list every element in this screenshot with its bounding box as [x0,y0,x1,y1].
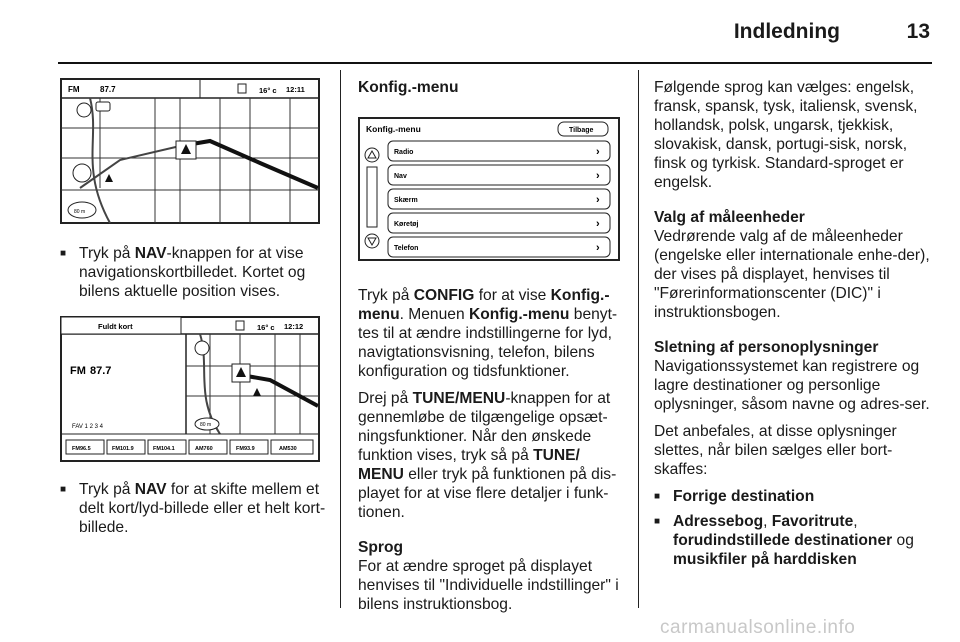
bullet-nav-toggle: ■ Tryk på NAV for at skifte mellem et delt kort/lyd-billede eller et helt kort-billede. [60,481,326,536]
fm-frequency: 87.7 [100,85,116,94]
menu-item-vehicle[interactable] [388,213,610,233]
section-heading-delete: Sletning af personoplysninger [654,339,879,356]
nav-menu-icon [73,164,91,182]
scrollbar[interactable] [367,167,377,227]
temperature: 16° c [257,323,275,332]
menu-item-display[interactable] [388,189,610,209]
bullet-marker: ■ [654,491,661,502]
svg-text:FM101.9: FM101.9 [112,446,134,452]
split-map-screenshot [60,316,320,462]
config-paragraph: Tryk på CONFIG for at vise Konfig.-menu. Menuen Konfig.-menu benyt-tes til at ændre indstillingerne for lyd, navigtationsvisning, telefon, bilens konfiguration og tidsfunktioner. [358,287,618,380]
chevron-right-icon: › [596,242,600,254]
bullet-marker: ■ [60,248,67,259]
section-heading-language: Sprog [358,539,404,556]
languages-paragraph: Følgende sprog kan vælges: engelsk, fransk, spansk, tysk, italiensk, svensk, hollandsk, polsk, ungarsk, tjekkisk, slovakisk, dansk, portugi-sisk, norsk, finsk og tyrkisk. Standard-sproget er engelsk. [654,79,918,191]
nav-map-screenshot [60,78,320,224]
svg-text:AM530: AM530 [279,446,297,452]
menu-item-phone[interactable] [388,237,610,257]
svg-text:AM760: AM760 [195,446,213,452]
column-divider-2 [638,70,639,608]
nav-key: NAV [134,245,167,262]
bullet-address-book: ■ Adressebog, Favoritrute, forudindstillede destinationer og musikfiler på harddisken [654,513,914,568]
column-3 [654,78,930,569]
map-scale-label: 80 m [74,209,86,215]
clock: 12:11 [286,85,305,94]
language-paragraph: For at ændre sproget på displayet henvises til "Individuelle indstillinger" i bilens instruktionsbog. [358,558,619,613]
menu-item-nav[interactable] [388,165,610,185]
chapter-title: Indledning [733,20,840,43]
section-heading-units: Valg af måleenheder [654,209,805,226]
menu-item-radio[interactable] [388,141,610,161]
chevron-right-icon: › [596,146,600,158]
compass-icon [195,341,209,355]
column-2 [358,78,628,614]
tune-menu-key: TUNE/MENU [412,390,506,407]
svg-text:Radio: Radio [394,149,414,156]
map-scale-label: 80 m [200,422,212,428]
bullet-marker: ■ [654,516,661,527]
units-paragraph: Vedrørende valg af de måleenheder (engelske eller internationale enhe-der), der vises på displayet, henvises til "Førerinformationscenter (DIC)" i instruktionsbogen. [654,228,930,321]
fm-frequency: 87.7 [90,365,112,377]
svg-text:Nav: Nav [394,173,407,180]
zoom-button-icon [96,102,110,111]
bullet-nav-map: ■ Tryk på NAV-knappen for at vise navigationskortbilledet. Kortet og bilens aktuelle position vises. [60,245,306,300]
svg-text:Telefon: Telefon [394,245,419,252]
temperature: 16° c [259,86,277,95]
section-heading-config: Konfig.-menu [358,79,459,96]
chevron-right-icon: › [596,194,600,206]
column-divider-1 [340,70,341,608]
config-key: CONFIG [413,287,475,304]
column-1 [60,78,328,537]
full-map-tab: Fuldt kort [98,322,133,331]
clock: 12:12 [284,322,304,331]
nav-key: NAV [134,481,167,498]
bullet-marker: ■ [60,484,67,495]
svg-text:FM93.9: FM93.9 [236,446,255,452]
tune-menu-paragraph: Drej på TUNE/MENU-knappen for at gennemløbe de tilgængelige opsæt-ningsfunktioner. Når den ønskede funktion vises, tryk så på TUNE/ MENU eller tryk på funktionen på dis-playet for at vise flere detaljer i funk-tionen. [358,390,617,521]
header-rule [58,62,932,64]
svg-text:Køretøj: Køretøj [394,221,419,228]
config-menu-title: Konfig.-menu [366,124,421,134]
svg-text:Skærm: Skærm [394,197,418,204]
chevron-right-icon: › [596,218,600,230]
config-menu-screenshot [358,117,620,261]
fm-label: FM [70,365,86,377]
svg-text:FM104.1: FM104.1 [153,446,175,452]
compass-icon [77,103,91,117]
svg-text:FM96.5: FM96.5 [72,446,91,452]
chevron-right-icon: › [596,170,600,182]
delete-paragraph-2: Det anbefales, at disse oplysninger slettes, når bilen sælges eller bort-skaffes: [654,423,897,478]
favorites-label: FAV 1 2 3 4 [72,424,103,430]
watermark: carmanualsonline.info [660,617,856,638]
delete-paragraph-1: Navigationssystemet kan registrere og lagre destinationer og personlige oplysninger, såsom navne og adres-ser. [654,358,930,413]
page-number: 13 [906,20,930,43]
svg-text:Tilbage: Tilbage [569,127,594,134]
fm-label: FM [68,85,80,94]
bullet-previous-destination: ■ Forrige destination [654,488,815,505]
